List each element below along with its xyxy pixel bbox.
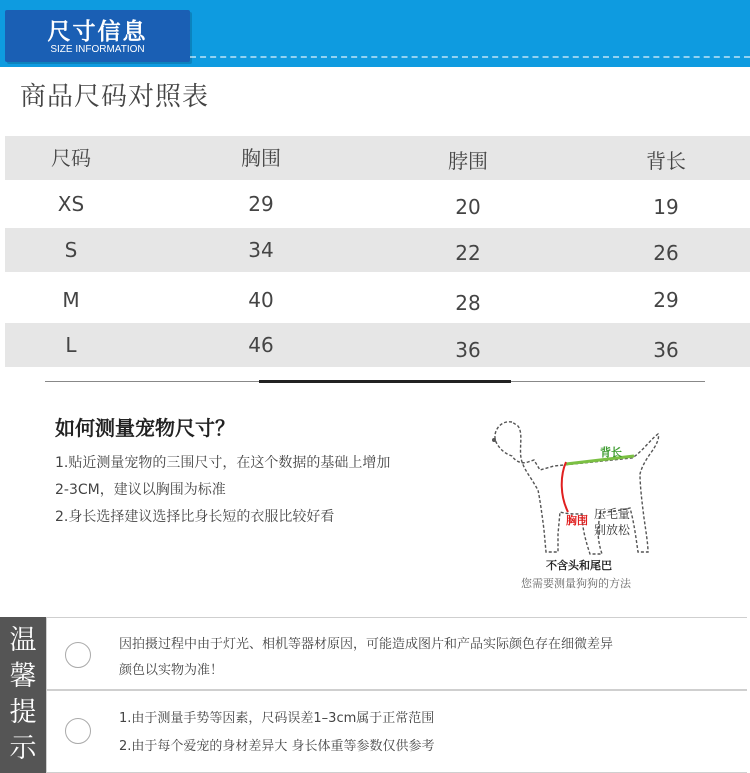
header-cell-size: 尺码 [51, 146, 91, 170]
table-cell: 29 [653, 288, 679, 312]
header-banner [0, 0, 750, 67]
diagram-caption: 您需要测量狗狗的方法 [521, 577, 631, 590]
table-cell: 20 [455, 195, 481, 219]
how-to-measure-line: 2.身长选择建议选择比身长短的衣服比较好看 [55, 509, 335, 525]
table-row [5, 228, 750, 272]
tips-box [46, 617, 750, 773]
back-length-label: 背长 [600, 446, 622, 459]
table-cell: M [62, 288, 80, 312]
chest-girth-line [562, 462, 568, 512]
table-cell: 19 [653, 195, 679, 219]
tips-label-char: 示 [9, 733, 37, 764]
how-to-measure-line: 2-3CM，建议以胸围为标准 [55, 482, 226, 498]
dog-outline-icon [495, 422, 659, 554]
table-cell: L [65, 333, 77, 357]
how-to-measure-title: 如何测量宠物尺寸？ [55, 416, 235, 440]
how-to-measure-line: 1.贴近测量宠物的三围尺寸，在这个数据的基础上增加 [55, 455, 391, 471]
table-cell: 36 [653, 338, 679, 362]
tip-text: 1.由于测量手势等因素，尺码误差1–3cm属于正常范围 [119, 711, 435, 726]
header-cell-chest: 胸围 [241, 146, 281, 170]
page-title: 商品尺码对照表 [20, 82, 210, 112]
tip-bullet-circle-icon [65, 718, 91, 744]
header-dashed-divider [190, 56, 750, 58]
table-cell: XS [57, 192, 85, 216]
table-cell: 22 [455, 241, 481, 265]
chest-girth-label: 胸围 [566, 514, 588, 527]
tips-label-char: 温 [9, 625, 37, 656]
table-row [5, 323, 750, 367]
diagram-caption-bold: 不含头和尾巴 [546, 559, 612, 572]
table-row [5, 278, 750, 322]
section-title: 尺寸信息 [47, 19, 148, 45]
section-badge [5, 10, 190, 62]
header-cell-neck: 脖围 [448, 149, 488, 173]
tips-label [0, 617, 46, 773]
tips-label-char: 提 [9, 697, 37, 728]
tip-text: 2.由于每个爱宠的身材差异大 身长体重等参数仅供参考 [119, 739, 435, 754]
table-cell: 40 [248, 288, 274, 312]
section-divider-accent [259, 380, 511, 383]
table-row [5, 182, 750, 226]
section-subtitle: SIZE INFORMATION [50, 44, 145, 55]
dog-eye-icon [492, 438, 496, 442]
measure-note-line1: 压毛量 [594, 507, 631, 521]
tip-bullet-circle-icon [65, 642, 91, 668]
measure-note-line2: 别放松 [594, 523, 631, 537]
tip-item [46, 689, 747, 773]
table-cell: 28 [455, 291, 481, 315]
table-cell: 46 [248, 333, 274, 357]
table-cell: 29 [248, 192, 274, 216]
table-cell: S [64, 238, 78, 262]
table-header-row [5, 136, 750, 180]
tips-label-char: 馨 [9, 661, 37, 692]
table-cell: 26 [653, 241, 679, 265]
table-cell: 34 [248, 238, 274, 262]
tip-item [46, 617, 747, 691]
table-cell: 36 [455, 338, 481, 362]
header-cell-back: 背长 [646, 149, 686, 173]
tip-text: 因拍摄过程中由于灯光、相机等器材原因，可能造成图片和产品实际颜色存在细微差异 [119, 637, 614, 652]
dog-measurement-diagram [482, 410, 662, 570]
tip-text: 颜色以实物为准！ [119, 663, 224, 678]
